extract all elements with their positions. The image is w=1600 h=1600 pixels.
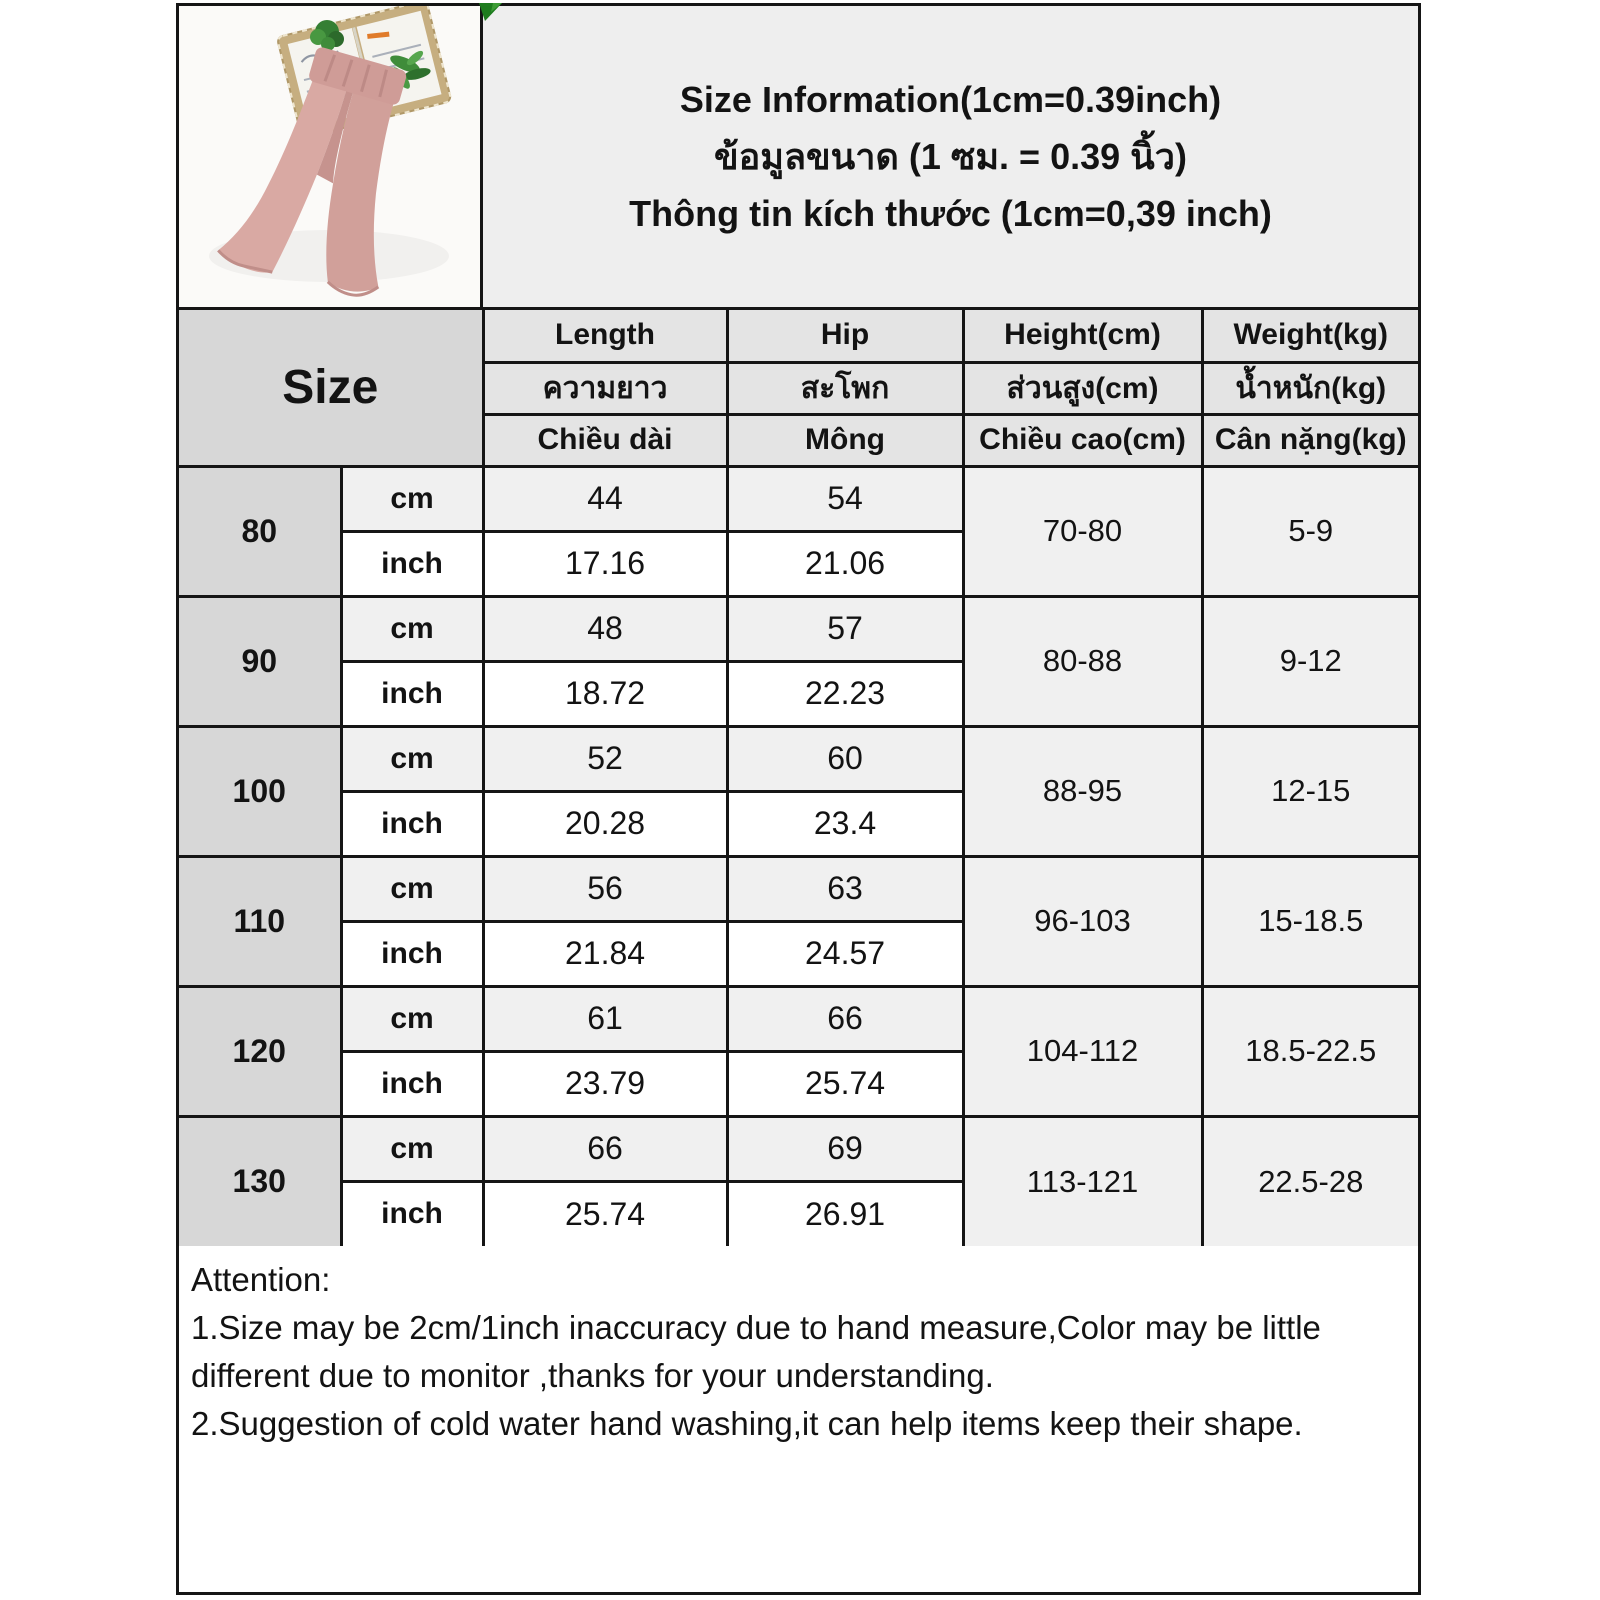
header-hip-en: Hip	[727, 310, 963, 362]
attention-note	[179, 1246, 1418, 1448]
length-inch: 20.28	[483, 791, 727, 856]
header-weight-en: Weight(kg)	[1202, 310, 1418, 362]
size-value: 120	[179, 986, 341, 1116]
table-row	[179, 986, 1418, 1051]
header-height-vi: Chiều cao(cm)	[963, 414, 1202, 466]
header-height-th: ส่วนสูง(cm)	[963, 362, 1202, 414]
header-height-en: Height(cm)	[963, 310, 1202, 362]
unit-cm-label: cm	[341, 856, 483, 921]
height-range: 113-121	[963, 1116, 1202, 1246]
weight-range: 22.5-28	[1202, 1116, 1418, 1246]
unit-inch-label: inch	[341, 1181, 483, 1246]
size-value: 80	[179, 466, 341, 596]
unit-inch-label: inch	[341, 1051, 483, 1116]
height-range: 104-112	[963, 986, 1202, 1116]
table-row	[179, 466, 1418, 531]
length-cm: 66	[483, 1116, 727, 1181]
size-chart-sheet	[176, 3, 1421, 1595]
weight-range: 5-9	[1202, 466, 1418, 596]
size-corner-label: Size	[179, 310, 483, 466]
unit-cm-label: cm	[341, 1116, 483, 1181]
unit-inch-label: inch	[341, 661, 483, 726]
product-photo	[179, 6, 483, 307]
weight-range: 15-18.5	[1202, 856, 1418, 986]
size-table	[179, 310, 1418, 1246]
weight-range: 12-15	[1202, 726, 1418, 856]
height-range: 88-95	[963, 726, 1202, 856]
attention-line: 2.Suggestion of cold water hand washing,it can help items keep their shape.	[191, 1405, 1303, 1442]
unit-inch-label: inch	[341, 921, 483, 986]
length-inch: 18.72	[483, 661, 727, 726]
table-row	[179, 726, 1418, 791]
height-range: 80-88	[963, 596, 1202, 726]
title-line-en: Size Information(1cm=0.39inch)	[679, 78, 1222, 120]
header-length-th: ความยาว	[483, 362, 727, 414]
hip-inch: 23.4	[727, 791, 963, 856]
top-section	[179, 6, 1418, 310]
table-row	[179, 596, 1418, 661]
hip-cm: 69	[727, 1116, 963, 1181]
height-range: 96-103	[963, 856, 1202, 986]
length-inch: 17.16	[483, 531, 727, 596]
unit-cm-label: cm	[341, 986, 483, 1051]
header-hip-vi: Mông	[727, 414, 963, 466]
size-value: 100	[179, 726, 341, 856]
size-table-header	[179, 310, 1418, 466]
height-range: 70-80	[963, 466, 1202, 596]
unit-inch-label: inch	[341, 531, 483, 596]
unit-cm-label: cm	[341, 596, 483, 661]
hip-inch: 22.23	[727, 661, 963, 726]
hip-inch: 21.06	[727, 531, 963, 596]
length-inch: 25.74	[483, 1181, 727, 1246]
length-cm: 48	[483, 596, 727, 661]
leaf-accent-icon	[479, 3, 503, 23]
hip-cm: 66	[727, 986, 963, 1051]
length-cm: 52	[483, 726, 727, 791]
header-weight-vi: Cân nặng(kg)	[1202, 414, 1418, 466]
length-inch: 21.84	[483, 921, 727, 986]
hip-cm: 57	[727, 596, 963, 661]
attention-heading: Attention:	[191, 1261, 331, 1298]
header-weight-th: น้ำหนัก(kg)	[1202, 362, 1418, 414]
weight-range: 9-12	[1202, 596, 1418, 726]
length-cm: 44	[483, 466, 727, 531]
hip-inch: 24.57	[727, 921, 963, 986]
hip-cm: 54	[727, 466, 963, 531]
weight-range: 18.5-22.5	[1202, 986, 1418, 1116]
unit-cm-label: cm	[341, 726, 483, 791]
hip-cm: 60	[727, 726, 963, 791]
hip-cm: 63	[727, 856, 963, 921]
header-hip-th: สะโพก	[727, 362, 963, 414]
size-value: 130	[179, 1116, 341, 1246]
attention-line: different due to monitor ,thanks for your understanding.	[191, 1357, 994, 1394]
table-row	[179, 1116, 1418, 1181]
length-cm: 61	[483, 986, 727, 1051]
table-row	[179, 856, 1418, 921]
size-value: 90	[179, 596, 341, 726]
size-value: 110	[179, 856, 341, 986]
hip-inch: 26.91	[727, 1181, 963, 1246]
length-inch: 23.79	[483, 1051, 727, 1116]
header-length-vi: Chiều dài	[483, 414, 727, 466]
hip-inch: 25.74	[727, 1051, 963, 1116]
unit-inch-label: inch	[341, 791, 483, 856]
length-cm: 56	[483, 856, 727, 921]
title-line-th: ข้อมูลขนาด (1 ซม. = 0.39 นิ้ว)	[714, 135, 1187, 177]
attention-line: 1.Size may be 2cm/1inch inaccuracy due to hand measure,Color may be little	[191, 1309, 1321, 1346]
unit-cm-label: cm	[341, 466, 483, 531]
title-block	[483, 6, 1418, 307]
header-length-en: Length	[483, 310, 727, 362]
title-line-vi: Thông tin kích thước (1cm=0,39 inch)	[629, 192, 1272, 234]
product-photo-illustration	[179, 6, 477, 304]
